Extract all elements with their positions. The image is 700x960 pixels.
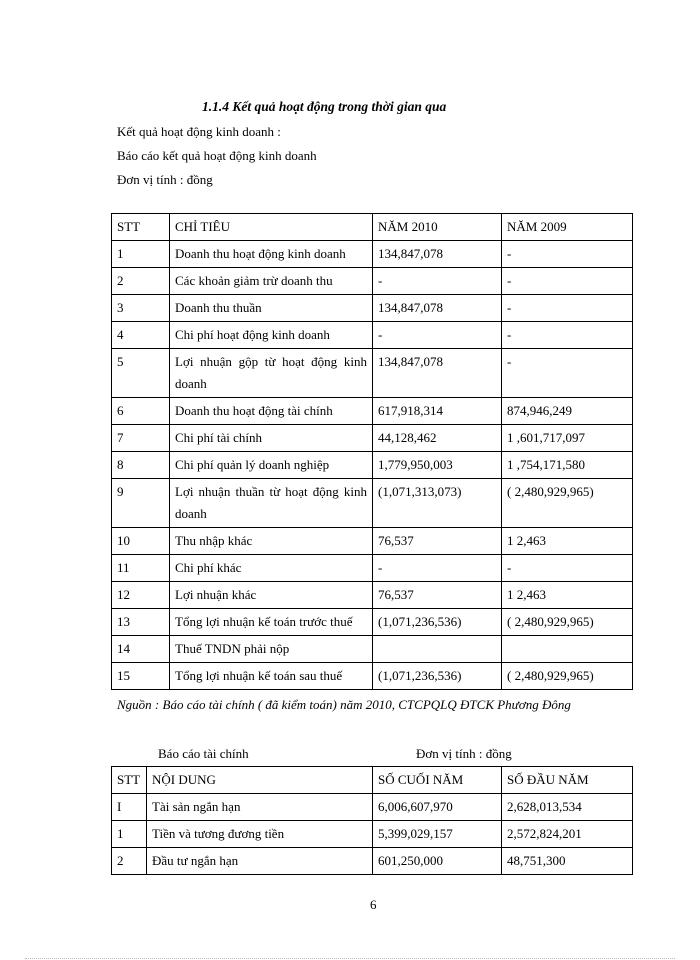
table-cell: Tổng lợi nhuận kế toán trước thuế	[170, 609, 373, 636]
table-cell: 2,628,013,534	[502, 794, 633, 821]
table-cell: Các khoản giảm trừ doanh thu	[170, 268, 373, 295]
table-cell: Thuế TNDN phải nộp	[170, 636, 373, 663]
table-cell: 1 2,463	[502, 528, 633, 555]
table-cell: 1	[112, 821, 147, 848]
table-cell: 1 ,601,717,097	[502, 425, 633, 452]
table-cell: Chi phí hoạt động kinh doanh	[170, 322, 373, 349]
intro-line-results: Kết quả hoạt động kinh doanh :	[117, 124, 281, 139]
page-bottom-rule	[25, 958, 675, 959]
table-row	[112, 555, 633, 582]
table-cell: Tài sản ngắn hạn	[147, 794, 373, 821]
table-row	[112, 452, 633, 479]
table-cell: -	[502, 295, 633, 322]
table-cell: (1,071,236,536)	[373, 609, 502, 636]
table-cell	[373, 636, 502, 663]
table-cell: 2	[112, 268, 170, 295]
table-cell: 617,918,314	[373, 398, 502, 425]
table-cell: 76,537	[373, 582, 502, 609]
table-cell: 5,399,029,157	[373, 821, 502, 848]
table-row	[112, 349, 633, 398]
table-row	[112, 663, 633, 690]
table-cell: 3	[112, 295, 170, 322]
table-cell: -	[373, 555, 502, 582]
table-row	[112, 479, 633, 528]
table-cell: -	[373, 322, 502, 349]
page-number: 6	[370, 897, 377, 912]
table-cell: Lợi nhuận khác	[170, 582, 373, 609]
table2-unit: Đơn vị tính : đồng	[416, 746, 512, 761]
table-cell: Doanh thu hoạt động tài chính	[170, 398, 373, 425]
table-cell: 601,250,000	[373, 848, 502, 875]
column-header: SỐ CUỐI NĂM	[373, 767, 502, 794]
table-cell: Doanh thu thuần	[170, 295, 373, 322]
table-row	[112, 295, 633, 322]
table-cell: Thu nhập khác	[170, 528, 373, 555]
table-row	[112, 794, 633, 821]
table-cell: 44,128,462	[373, 425, 502, 452]
column-header: STT	[112, 214, 170, 241]
table-row	[112, 241, 633, 268]
table-header-row	[112, 767, 633, 794]
table-cell: 11	[112, 555, 170, 582]
table-cell: 7	[112, 425, 170, 452]
table-cell: 134,847,078	[373, 349, 502, 398]
column-header: NĂM 2009	[502, 214, 633, 241]
table-cell: Chi phí khác	[170, 555, 373, 582]
table-cell: ( 2,480,929,965)	[502, 479, 633, 528]
table-row	[112, 636, 633, 663]
table-cell: 48,751,300	[502, 848, 633, 875]
table-cell: -	[502, 268, 633, 295]
table-row	[112, 268, 633, 295]
source-note: Nguồn : Báo cáo tài chính ( đã kiểm toán) năm 2010, CTCPQLQ ĐTCK Phương Đông	[117, 697, 571, 712]
table-cell: 4	[112, 322, 170, 349]
column-header: STT	[112, 767, 147, 794]
column-header: NĂM 2010	[373, 214, 502, 241]
table-cell: 14	[112, 636, 170, 663]
table-cell: Đầu tư ngắn hạn	[147, 848, 373, 875]
table-row	[112, 398, 633, 425]
table-cell: -	[502, 241, 633, 268]
table-row	[112, 322, 633, 349]
table-row	[112, 425, 633, 452]
table-cell: 1 ,754,171,580	[502, 452, 633, 479]
table-cell: 76,537	[373, 528, 502, 555]
table-cell: 874,946,249	[502, 398, 633, 425]
section-heading: 1.1.4 Kết quả hoạt động trong thời gian qua	[202, 99, 447, 114]
table-cell: 1 2,463	[502, 582, 633, 609]
table-cell: I	[112, 794, 147, 821]
table-cell: ( 2,480,929,965)	[502, 663, 633, 690]
income-statement-table	[111, 213, 633, 690]
table-cell: Tiền và tương đương tiền	[147, 821, 373, 848]
table2-title: Báo cáo tài chính	[158, 746, 249, 761]
table-cell: Doanh thu hoạt động kinh doanh	[170, 241, 373, 268]
intro-line-report: Báo cáo kết quả hoạt động kinh doanh	[117, 148, 317, 163]
table-cell: 2	[112, 848, 147, 875]
intro-line-unit: Đơn vị tính : đồng	[117, 172, 213, 187]
table-cell: 8	[112, 452, 170, 479]
table-cell: 12	[112, 582, 170, 609]
table-row	[112, 582, 633, 609]
column-header: SỐ ĐẦU NĂM	[502, 767, 633, 794]
table-cell: 13	[112, 609, 170, 636]
table-cell: (1,071,236,536)	[373, 663, 502, 690]
table-header-row	[112, 214, 633, 241]
table-cell: Chi phí quản lý doanh nghiệp	[170, 452, 373, 479]
table-cell	[502, 636, 633, 663]
column-header: CHỈ TIÊU	[170, 214, 373, 241]
table-cell: 2,572,824,201	[502, 821, 633, 848]
table-cell: 6,006,607,970	[373, 794, 502, 821]
table-cell: -	[502, 349, 633, 398]
table-cell: Lợi nhuận thuần từ hoạt động kinh doanh	[170, 479, 373, 528]
table-cell: 1	[112, 241, 170, 268]
table-cell: 9	[112, 479, 170, 528]
table-cell: 15	[112, 663, 170, 690]
table-cell: 134,847,078	[373, 241, 502, 268]
table-cell: Tổng lợi nhuận kế toán sau thuế	[170, 663, 373, 690]
table-cell: 6	[112, 398, 170, 425]
table-cell: 1,779,950,003	[373, 452, 502, 479]
table-cell: 134,847,078	[373, 295, 502, 322]
table-cell: 10	[112, 528, 170, 555]
column-header: NỘI DUNG	[147, 767, 373, 794]
table-cell: 5	[112, 349, 170, 398]
table-cell: -	[502, 555, 633, 582]
table-cell: -	[502, 322, 633, 349]
table-row	[112, 528, 633, 555]
table-cell: ( 2,480,929,965)	[502, 609, 633, 636]
table-cell: Lợi nhuận gộp từ hoạt động kinh doanh	[170, 349, 373, 398]
table-cell: (1,071,313,073)	[373, 479, 502, 528]
table-cell: -	[373, 268, 502, 295]
table-row	[112, 821, 633, 848]
table-row	[112, 609, 633, 636]
table-cell: Chi phí tài chính	[170, 425, 373, 452]
balance-sheet-table	[111, 766, 633, 875]
table-row	[112, 848, 633, 875]
